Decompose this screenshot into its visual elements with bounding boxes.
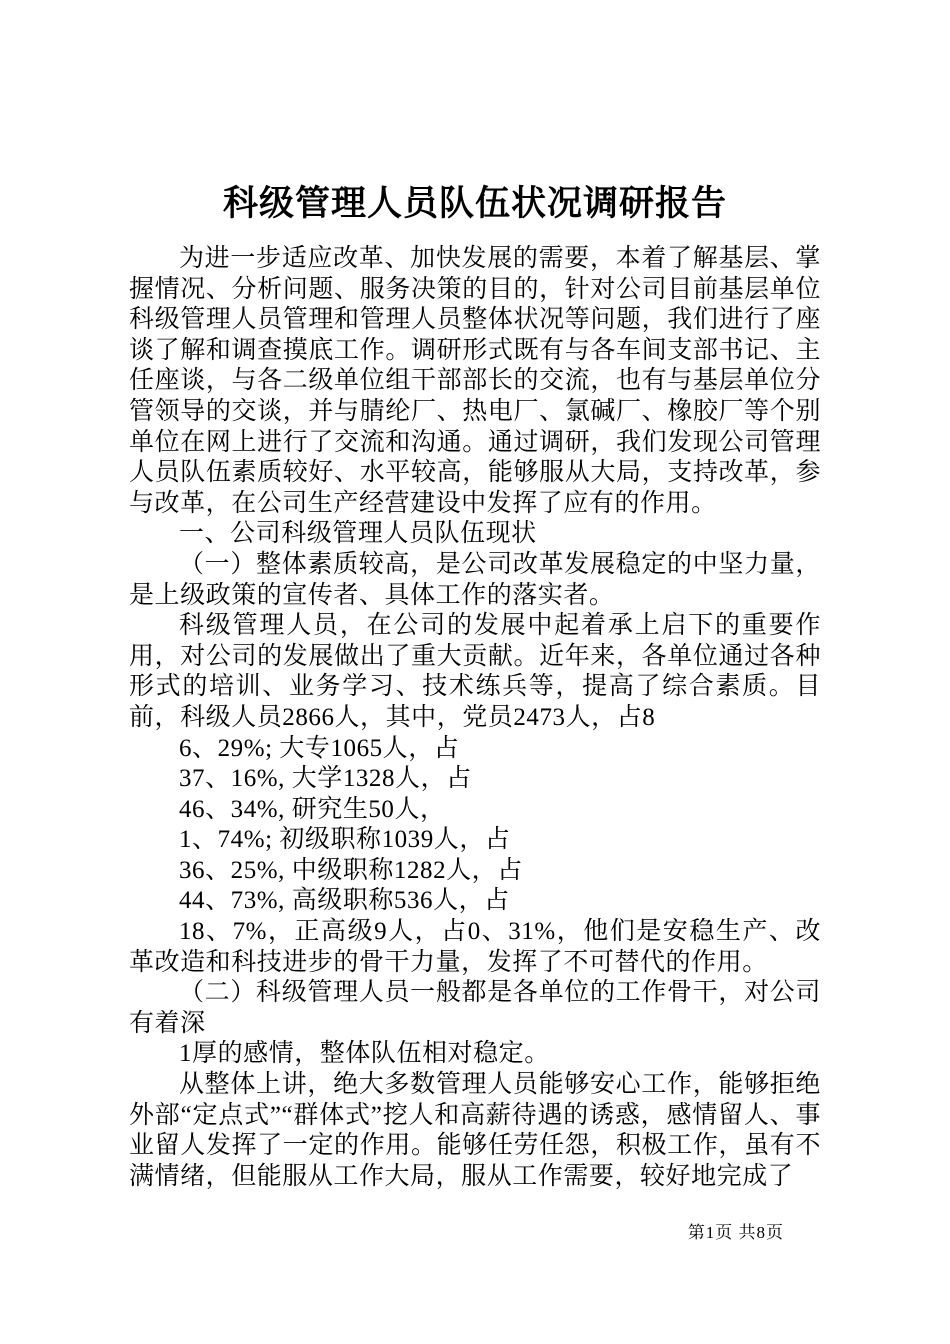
document-body bbox=[129, 180, 821, 1192]
paragraph: 18、7%，正高级9人，占0、31%，他们是安稳生产、改革改造和科技进步的骨干力量，发挥了不可替代的作用。 bbox=[129, 918, 821, 976]
paragraph: 从整体上讲，绝大多数管理人员能够安心工作，能够拒绝外部“定点式”“群体式”挖人和高薪待遇的诱惑，感情留人、事业留人发挥了一定的作用。能够任劳任怨，积极工作，虽有不满情绪，但能服从工作大局，服从工作需要，较好地完成了 bbox=[129, 1071, 821, 1190]
paragraph: （一）整体素质较高，是公司改革发展稳定的中坚力量，是上级政策的宣传者、具体工作的落实者。 bbox=[129, 550, 821, 609]
paragraph: 6、29%; 大专1065人，占 bbox=[179, 734, 460, 762]
page-number: 第1页 共8页 bbox=[687, 1223, 784, 1242]
paragraph: 为进一步适应改革、加快发展的需要，本着了解基层、掌握情况、分析问题、服务决策的目的，针对公司目前基层单位科级管理人员管理和管理人员整体状况等问题，我们进行了座谈了解和调查摸底工作。调研形式既有与各车间支部书记、主任座谈，与各二级单位组干部部长的交流，也有与基层单位分管领导的交谈，并与腈纶厂、热电厂、氯碱厂、橡胶厂等个别单位在网上进行了交流和沟通。通过调研，我们发现公司管理人员队伍素质较好、水平较高，能够服从大局，支持改革，参与改革，在公司生产经营建设中发挥了应有的作用。 bbox=[129, 245, 821, 517]
page-footer bbox=[688, 1218, 784, 1243]
paragraph: 1厚的感情，整体队伍相对稳定。 bbox=[179, 1040, 550, 1068]
paragraph: （二）科级管理人员一般都是各单位的工作骨干，对公司有着深 bbox=[129, 979, 821, 1037]
document-title: 科级管理人员队伍状况调研报告 bbox=[222, 184, 727, 223]
paragraph: 36、25%, 中级职称1282人，占 bbox=[179, 856, 523, 884]
paragraph-list bbox=[129, 244, 821, 1192]
paragraph: 一、公司科级管理人员队伍现状 bbox=[179, 520, 537, 548]
paragraph: 科级管理人员，在公司的发展中起着承上启下的重要作用，对公司的发展做出了重大贡献。近年来，各单位通过各种形式的培训、业务学习、技术练兵等，提高了综合素质。目前，科级人员2866人，其中，党员2473人，占8 bbox=[129, 612, 821, 731]
paragraph: 37、16%, 大学1328人，占 bbox=[179, 765, 472, 793]
paragraph: 46、34%, 研究生50人， bbox=[179, 795, 446, 823]
paragraph: 44、73%, 高级职称536人，占 bbox=[179, 887, 510, 915]
paragraph: 1、74%; 初级职称1039人，占 bbox=[179, 826, 511, 854]
